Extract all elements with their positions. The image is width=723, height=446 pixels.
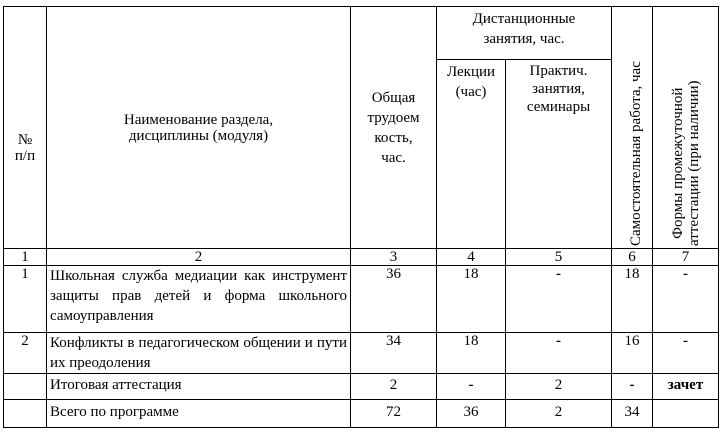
row-selfwork: 18 [612, 266, 653, 333]
colnum-1: 1 [4, 249, 47, 266]
header-selfwork: Самостоятельная работа, час [628, 61, 644, 246]
row-num: 1 [4, 266, 47, 333]
row-name: Школьная служба медиации как инструмент защиты прав детей и форма школьного самоуправления [47, 266, 351, 333]
row-name: Всего по программе [47, 400, 351, 428]
row-form: - [653, 266, 719, 333]
colnum-3: 3 [351, 249, 437, 266]
table-row [4, 374, 719, 400]
header-forms-line2: аттестации (при наличии) [685, 80, 702, 246]
row-num [4, 400, 47, 428]
row-total: 36 [351, 266, 437, 333]
colnum-2: 2 [47, 249, 351, 266]
colnum-6: 6 [612, 249, 653, 266]
row-lectures: 36 [437, 400, 506, 428]
header-total: Общая трудоем кость, час. [351, 7, 437, 249]
row-form: - [653, 333, 719, 374]
row-practice: 2 [506, 374, 612, 400]
table-row [4, 333, 719, 374]
row-selfwork: 16 [612, 333, 653, 374]
row-num: 2 [4, 333, 47, 374]
row-name: Конфликты в педагогическом общении и пути их преодоления [47, 333, 351, 374]
row-lectures: 18 [437, 266, 506, 333]
header-distance: Дистанционные занятия, час. [437, 7, 612, 60]
row-selfwork: 34 [612, 400, 653, 428]
row-total: 2 [351, 374, 437, 400]
row-practice: 2 [506, 400, 612, 428]
row-form: зачет [653, 374, 719, 400]
row-num [4, 374, 47, 400]
row-total: 72 [351, 400, 437, 428]
colnum-4: 4 [437, 249, 506, 266]
header-num: № п/п [4, 7, 47, 249]
row-name: Итоговая аттестация [47, 374, 351, 400]
header-forms-line1: Формы промежуточной [669, 87, 686, 239]
row-practice: - [506, 266, 612, 333]
row-form [653, 400, 719, 428]
curriculum-table [3, 6, 719, 428]
header-row-1 [4, 7, 719, 60]
header-name: Наименование раздела, дисциплины (модуля) [47, 7, 351, 249]
header-selfwork-cell [612, 7, 653, 249]
table-row [4, 266, 719, 333]
colnum-5: 5 [506, 249, 612, 266]
row-lectures: - [437, 374, 506, 400]
header-forms [670, 80, 702, 246]
colnum-7: 7 [653, 249, 719, 266]
row-selfwork: - [612, 374, 653, 400]
row-total: 34 [351, 333, 437, 374]
column-number-row [4, 249, 719, 266]
row-practice: - [506, 333, 612, 374]
header-lectures: Лекции (час) [437, 60, 506, 249]
table-row [4, 400, 719, 428]
header-forms-cell [653, 7, 719, 249]
header-practice: Практич. занятия, семинары [506, 60, 612, 249]
row-lectures: 18 [437, 333, 506, 374]
